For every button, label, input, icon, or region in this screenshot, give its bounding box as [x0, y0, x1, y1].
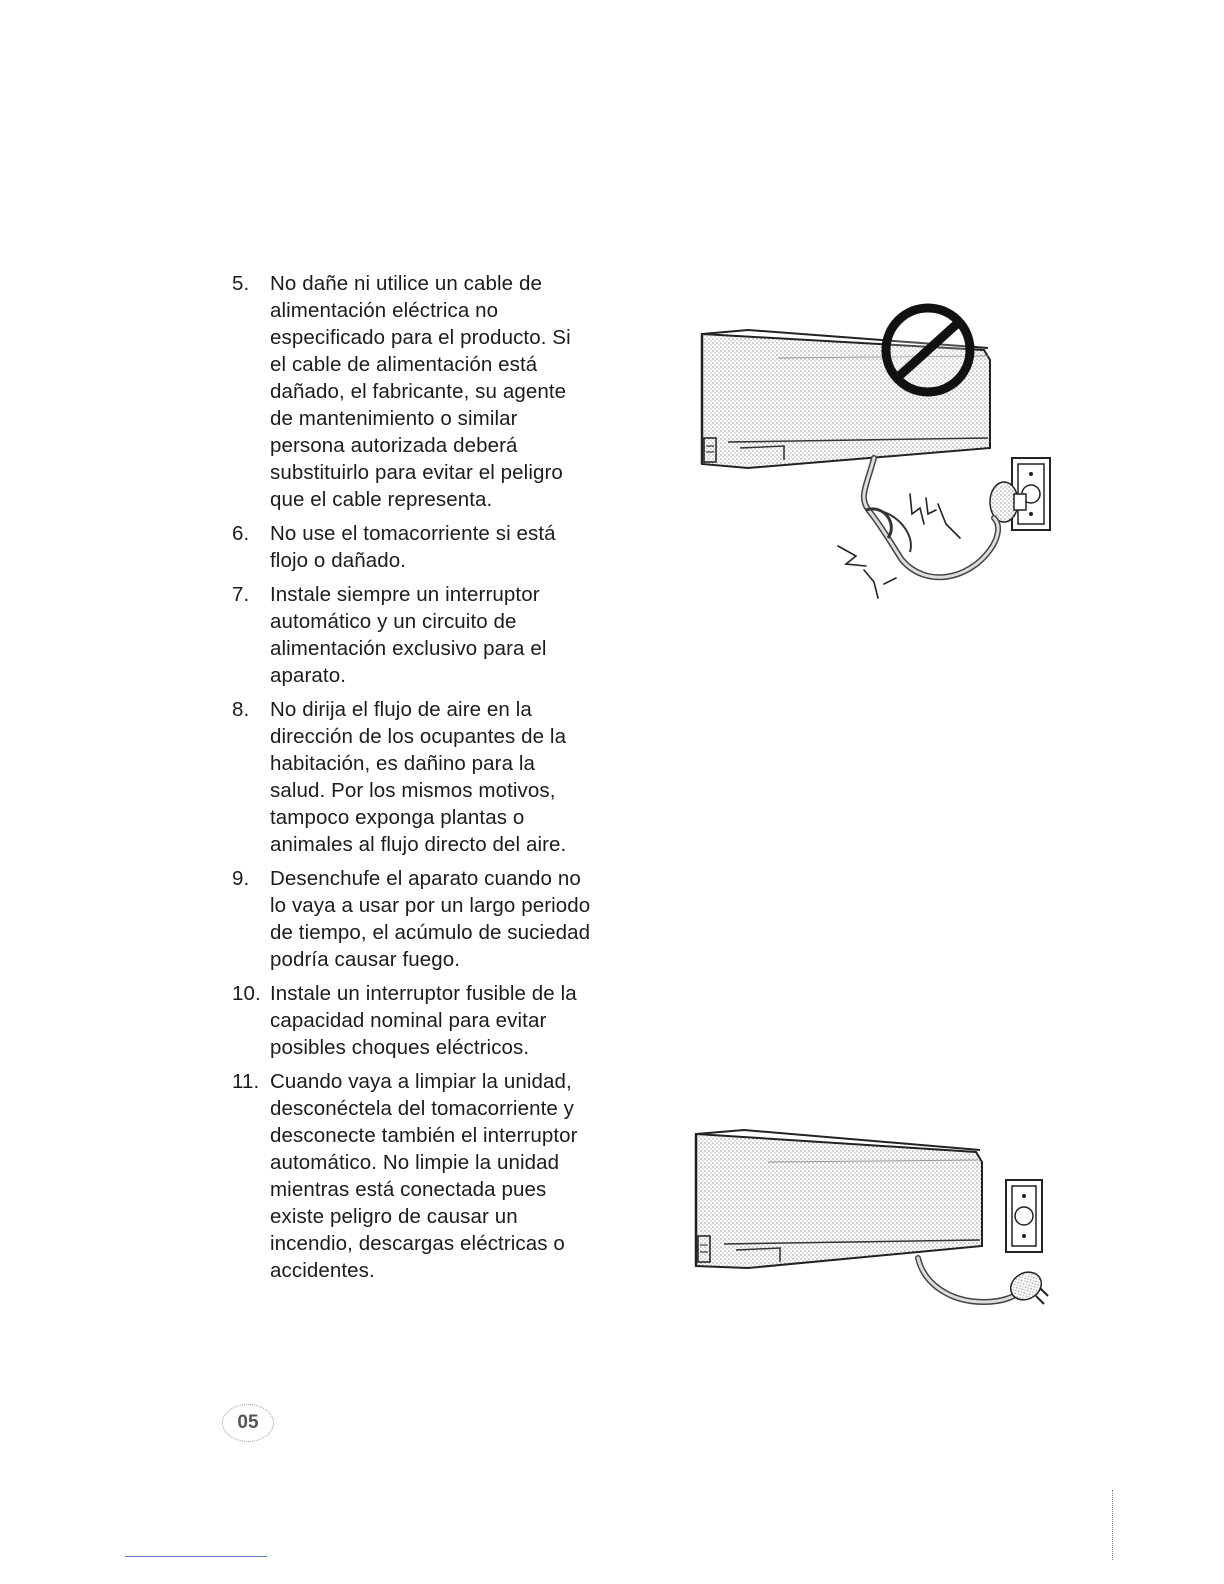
instruction-item-11: [232, 1068, 652, 1284]
instruction-text: No dañe ni utilice un cable de alimentación eléctrica no especificado para el producto. Si el cable de alimentación está dañado, el fabricante, su agente de mantenimiento o similar persona autorizada deberá substituirlo para evitar el peligro que el cable representa.: [270, 272, 571, 511]
instruction-number: 6.: [232, 522, 250, 545]
unplugged-unit-illustration: [688, 1118, 1068, 1323]
prohibition-icon: [886, 308, 970, 392]
instruction-number: 8.: [232, 698, 250, 721]
instruction-number: 5.: [232, 272, 250, 295]
wall-outlet-icon: [1006, 1180, 1042, 1252]
instruction-number: 10.: [232, 982, 261, 1005]
instruction-number: 9.: [232, 867, 250, 890]
damaged-cord: [864, 458, 998, 577]
damaged-cord-prohibited-illustration: [688, 298, 1068, 608]
instruction-text: Desenchufe el aparato cuando no lo vaya a usar por un largo periodo de tiempo, el acúmulo de suciedad podría causar fuego.: [270, 867, 591, 971]
bottom-rule: [125, 1556, 267, 1557]
instruction-item-6: [232, 520, 652, 574]
instruction-text: Instale siempre un interruptor automático y un circuito de alimentación exclusivo para el aparato.: [270, 583, 547, 687]
instruction-item-8: [232, 696, 652, 858]
instruction-item-5: [232, 270, 652, 513]
instruction-text: Instale un interruptor fusible de la capacidad nominal para evitar posibles choques eléctricos.: [270, 982, 577, 1059]
instruction-item-9: [232, 865, 652, 973]
margin-mark: [1112, 1490, 1113, 1560]
instruction-text: Cuando vaya a limpiar la unidad, desconéctela del tomacorriente y desconecte también el interruptor automático. No limpie la unidad mientras está conectada pues existe peligro de causar un incendio, descargas eléctricas o accidentes.: [270, 1070, 578, 1282]
spark-marks: [838, 494, 960, 598]
instruction-text: No use el tomacorriente si está flojo o dañado.: [270, 522, 556, 572]
instruction-text: No dirija el flujo de aire en la dirección de los ocupantes de la habitación, es dañino para la salud. Por los mismos motivos, tampoco exponga plantas o animales al flujo directo del aire.: [270, 698, 567, 856]
air-conditioner-unit: [696, 1130, 982, 1268]
instruction-item-10: [232, 980, 652, 1061]
instruction-number: 11.: [232, 1070, 260, 1093]
instruction-item-7: [232, 581, 652, 689]
power-cord: [918, 1258, 1022, 1302]
safety-instructions-list: [232, 270, 652, 1291]
page-number: 05: [222, 1404, 274, 1442]
instruction-number: 7.: [232, 583, 250, 606]
